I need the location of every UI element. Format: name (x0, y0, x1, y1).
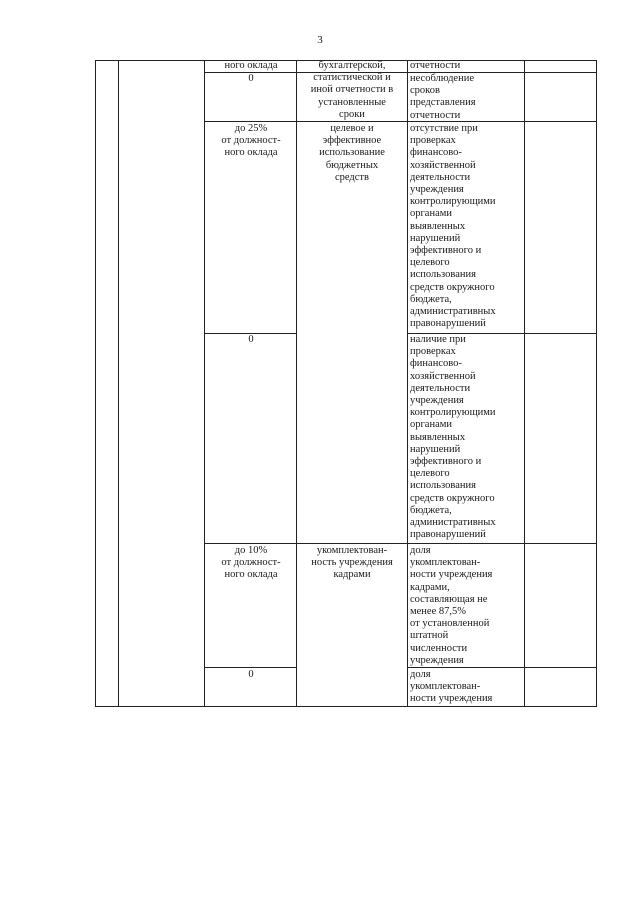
condition-cell: отчетности (410, 60, 461, 71)
row-separator (407, 667, 597, 668)
row-separator (204, 667, 296, 668)
condition-cell: отсутствие при проверках финансово- хозяйственной деятельности учреждения контролирующими органами выявленных нарушений эффективного и целевого использования средств окружного бюджета, административных правонарушений (410, 123, 496, 330)
criterion-cell: целевое и эффективное использование бюджетных средств (319, 123, 385, 183)
amount-cell: 0 (248, 73, 254, 84)
condition-cell: несоблюдение сроков представления отчетности (410, 73, 476, 121)
criterion-cell: бухгалтерской, статистической и иной отчетности в установленные сроки (310, 60, 394, 120)
row-separator (204, 121, 597, 122)
amount-cell: 0 (248, 669, 254, 680)
column-divider (118, 60, 119, 707)
condition-cell: доля укомплектован- ности учреждения (410, 669, 493, 705)
column-divider (524, 60, 525, 707)
page-number: 3 (317, 34, 323, 46)
column-divider (407, 60, 408, 707)
condition-cell: доля укомплектован- ности учреждения кадрами, составляющая не менее 87,5% от установленной штатной численности учреждения (410, 545, 493, 666)
amount-cell: до 10% от должност- ного оклада (221, 545, 281, 581)
amount-cell: 0 (248, 334, 254, 345)
criterion-cell: укомплектован- ность учреждения кадрами (311, 545, 393, 581)
amount-cell: до 25% от должност- ного оклада (221, 123, 281, 159)
table-border-right (596, 60, 597, 707)
table-border-left (95, 60, 96, 707)
row-separator (204, 543, 597, 544)
condition-cell: наличие при проверках финансово- хозяйственной деятельности учреждения контролирующими органами выявленных нарушений эффективного и целевого использования средств окружного бюджета, административных правонарушений (410, 334, 496, 541)
amount-cell: ного оклада (224, 60, 278, 71)
table-border-bottom (95, 706, 597, 707)
